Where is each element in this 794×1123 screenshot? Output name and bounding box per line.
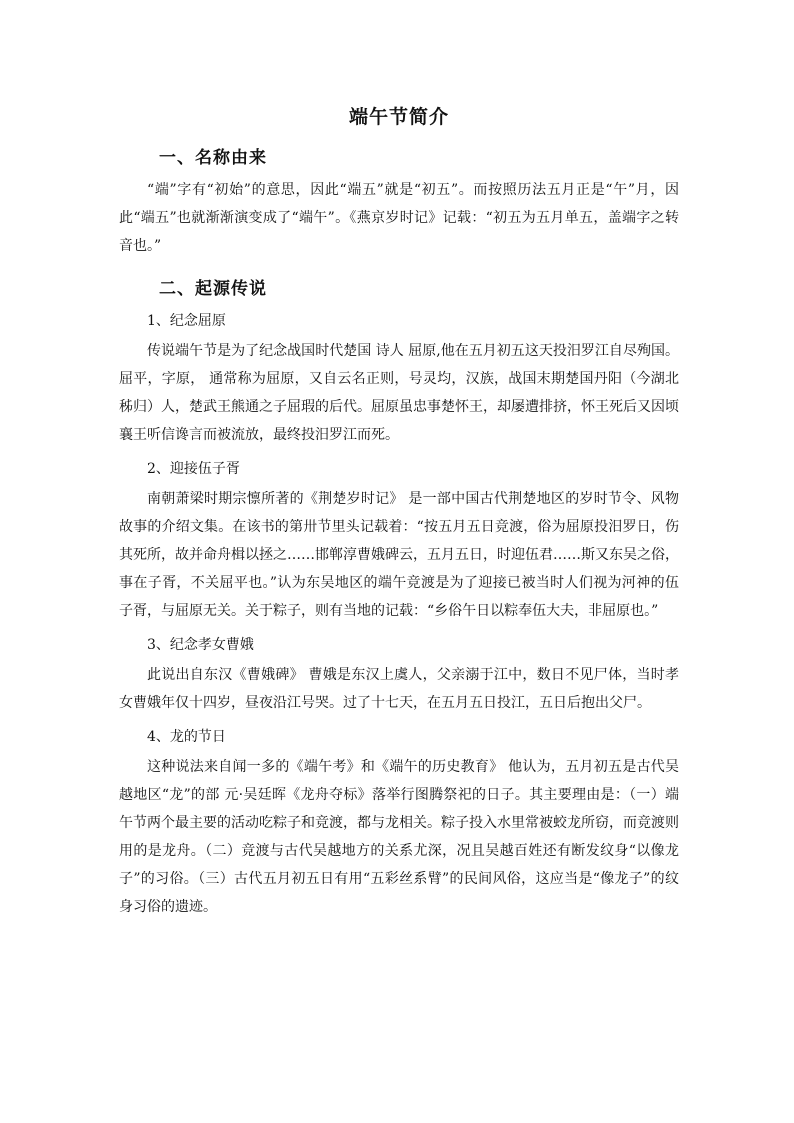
paragraph-name-origin: “端”字有“初始”的意思，因此“端五”就是“初五”。而按照历法五月正是“午”月，因此“端五”也就渐渐演变成了“端午”。《燕京岁时记》记载：“初五为五月单五，盖端字之转音也。” xyxy=(119,182,679,254)
document-title: 端午节简介 xyxy=(348,106,449,128)
subheading-wu-zixu: 2、迎接伍子胥 xyxy=(147,461,240,477)
section-heading-origin-legends: 二、起源传说 xyxy=(159,279,267,299)
paragraph-qu-yuan: 传说端午节是为了纪念战国时代楚国 诗人 屈原,他在五月初五这天投汨罗江自尽殉国。屈平，字原， 通常称为屈原，又自云名正则，号灵均，汉族，战国末期楚国丹阳（今湖北秭归）人，楚武王熊通之子屈瑕的后代。屈原虽忠事楚怀王，却屡遭排挤，怀王死后又因顷襄王听信谗言而被流放，最终投汨罗江而死。 xyxy=(119,343,679,443)
section-heading-name-origin: 一、名称由来 xyxy=(159,148,267,168)
paragraph-dragon-festival: 这种说法来自闻一多的《端午考》和《端午的历史教育》 他认为，五月初五是古代吴越地区“龙”的部 元·吴廷晖《龙舟夺标》落举行图腾祭祀的日子。其主要理由是：（一）端午节两个最主要的活动吃粽子和竞渡，都与龙相关。粽子投入水里常被蛟龙所窃，而竞渡则用的是龙舟。（二）竞渡与古代吴越地方的关系尤深，况且吴越百姓还有断发纹身“以像龙子”的习俗。（三）古代五月初五日有用“五彩丝系臂”的民间风俗，这应当是“像龙子”的纹身习俗的遗迹。 xyxy=(119,759,679,915)
document-body xyxy=(119,102,679,921)
paragraph-cao-e: 此说出自东汉《曹娥碑》 曹娥是东汉上虞人，父亲溺于江中，数日不见尸体，当时孝女曹娥年仅十四岁，昼夜沿江号哭。过了十七天，在五月五日投江，五日后抱出父尸。 xyxy=(119,667,679,711)
subheading-cao-e: 3、纪念孝女曹娥 xyxy=(147,637,254,653)
subheading-qu-yuan: 1、纪念屈原 xyxy=(147,313,226,329)
paragraph-wu-zixu: 南朝萧梁时期宗懔所著的《荆楚岁时记》 是一部中国古代荆楚地区的岁时节令、风物故事的介绍文集。在该书的第卅节里头记载着：“按五月五日竞渡，俗为屈原投汨罗日，伤其死所，故并命舟楫以拯之……邯郸淳曹娥碑云，五月五日，时迎伍君……斯又东吴之俗，事在子胥，不关屈平也。”认为东吴地区的端午竞渡是为了迎接已被当时人们视为河神的伍子胥，与屈原无关。关于粽子，则有当地的记载：“乡俗午日以粽奉伍大夫，非屈原也。” xyxy=(119,491,679,619)
subheading-dragon-festival: 4、龙的节日 xyxy=(147,729,226,745)
